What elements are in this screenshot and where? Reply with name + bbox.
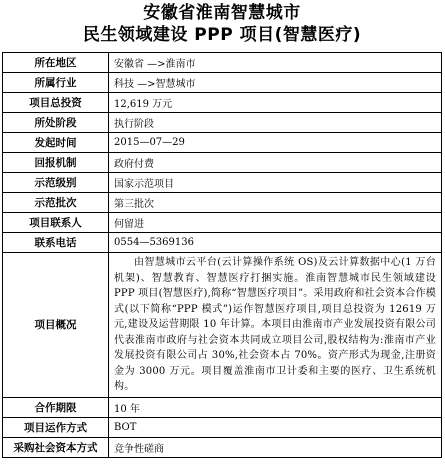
project-info-table [2, 52, 442, 458]
title-line-1: 安徽省淮南智慧城市 [143, 3, 301, 23]
table-row-demo-batch [3, 193, 442, 213]
row-label: 发起时间 [3, 133, 109, 153]
overview-text: 由智慧城市云平台(云计算操作系统 OS)及云计算数据中心(1 万台机架)、智慧教育、智慧医疗打捆实施。淮南智慧城市民生领域建设 PPP 项目(智慧医疗),简称“智慧医疗项目”。采用政府和社会资本合作模式(以下简称“PPP 模式”)运作智慧医疗项目,项目总投资为 12619 万元,建设及运营期限 10 年计算。本项目由淮南市产业发展投资有限公司代表淮南市政府与社会资本共同成立项目公司,股权结构为:淮南市产业发展投资有限公司占 30%,社会资本占 70%。资产形式为现金,注册资金为 3000 万元。项目覆盖淮南市卫计委和主要的医疗、卫生系统机构。 [109, 253, 442, 398]
row-label: 所属行业 [3, 73, 109, 93]
row-label: 所处阶段 [3, 113, 109, 133]
row-label: 采购社会资本方式 [3, 437, 109, 457]
row-value: 执行阶段 [109, 113, 442, 133]
table-row-total-investment [3, 93, 442, 113]
table-row-overview [3, 253, 442, 398]
row-label: 示范批次 [3, 193, 109, 213]
table-row-contact-phone [3, 233, 442, 253]
row-label: 示范级别 [3, 173, 109, 193]
table-row-region [3, 53, 442, 73]
row-value: 政府付费 [109, 153, 442, 173]
row-label: 联系电话 [3, 233, 109, 253]
row-value: 科技 —>智慧城市 [109, 73, 442, 93]
row-value: 国家示范项目 [109, 173, 442, 193]
table-row-cooperation-term [3, 397, 442, 417]
row-label: 项目总投资 [3, 93, 109, 113]
row-value: 2015—07—29 [109, 133, 442, 153]
row-value: 何留进 [109, 213, 442, 233]
table-row-demo-level [3, 173, 442, 193]
table-row-return-mechanism [3, 153, 442, 173]
row-label: 项目联系人 [3, 213, 109, 233]
row-value: 12,619 万元 [109, 93, 442, 113]
project-info-sheet [2, 2, 442, 462]
row-label: 回报机制 [3, 153, 109, 173]
row-value: 安徽省 —>淮南市 [109, 53, 442, 73]
row-label: 合作期限 [3, 397, 109, 417]
table-row-procurement-method [3, 437, 442, 457]
table-row-industry [3, 73, 442, 93]
row-label: 项目概况 [3, 253, 109, 398]
row-value: 第三批次 [109, 193, 442, 213]
row-value: BOT [109, 417, 442, 437]
table-row-launch-date [3, 133, 442, 153]
row-value: 竞争性磋商 [109, 437, 442, 457]
row-label: 所在地区 [3, 53, 109, 73]
table-row-contact-person [3, 213, 442, 233]
document-title [2, 2, 442, 52]
row-label: 项目运作方式 [3, 417, 109, 437]
table-row-operation-mode [3, 417, 442, 437]
table-row-stage [3, 113, 442, 133]
title-line-2: 民生领域建设 PPP 项目(智慧医疗) [82, 25, 362, 45]
row-value: 10 年 [109, 397, 442, 417]
row-value: 0554—5369136 [109, 233, 442, 253]
